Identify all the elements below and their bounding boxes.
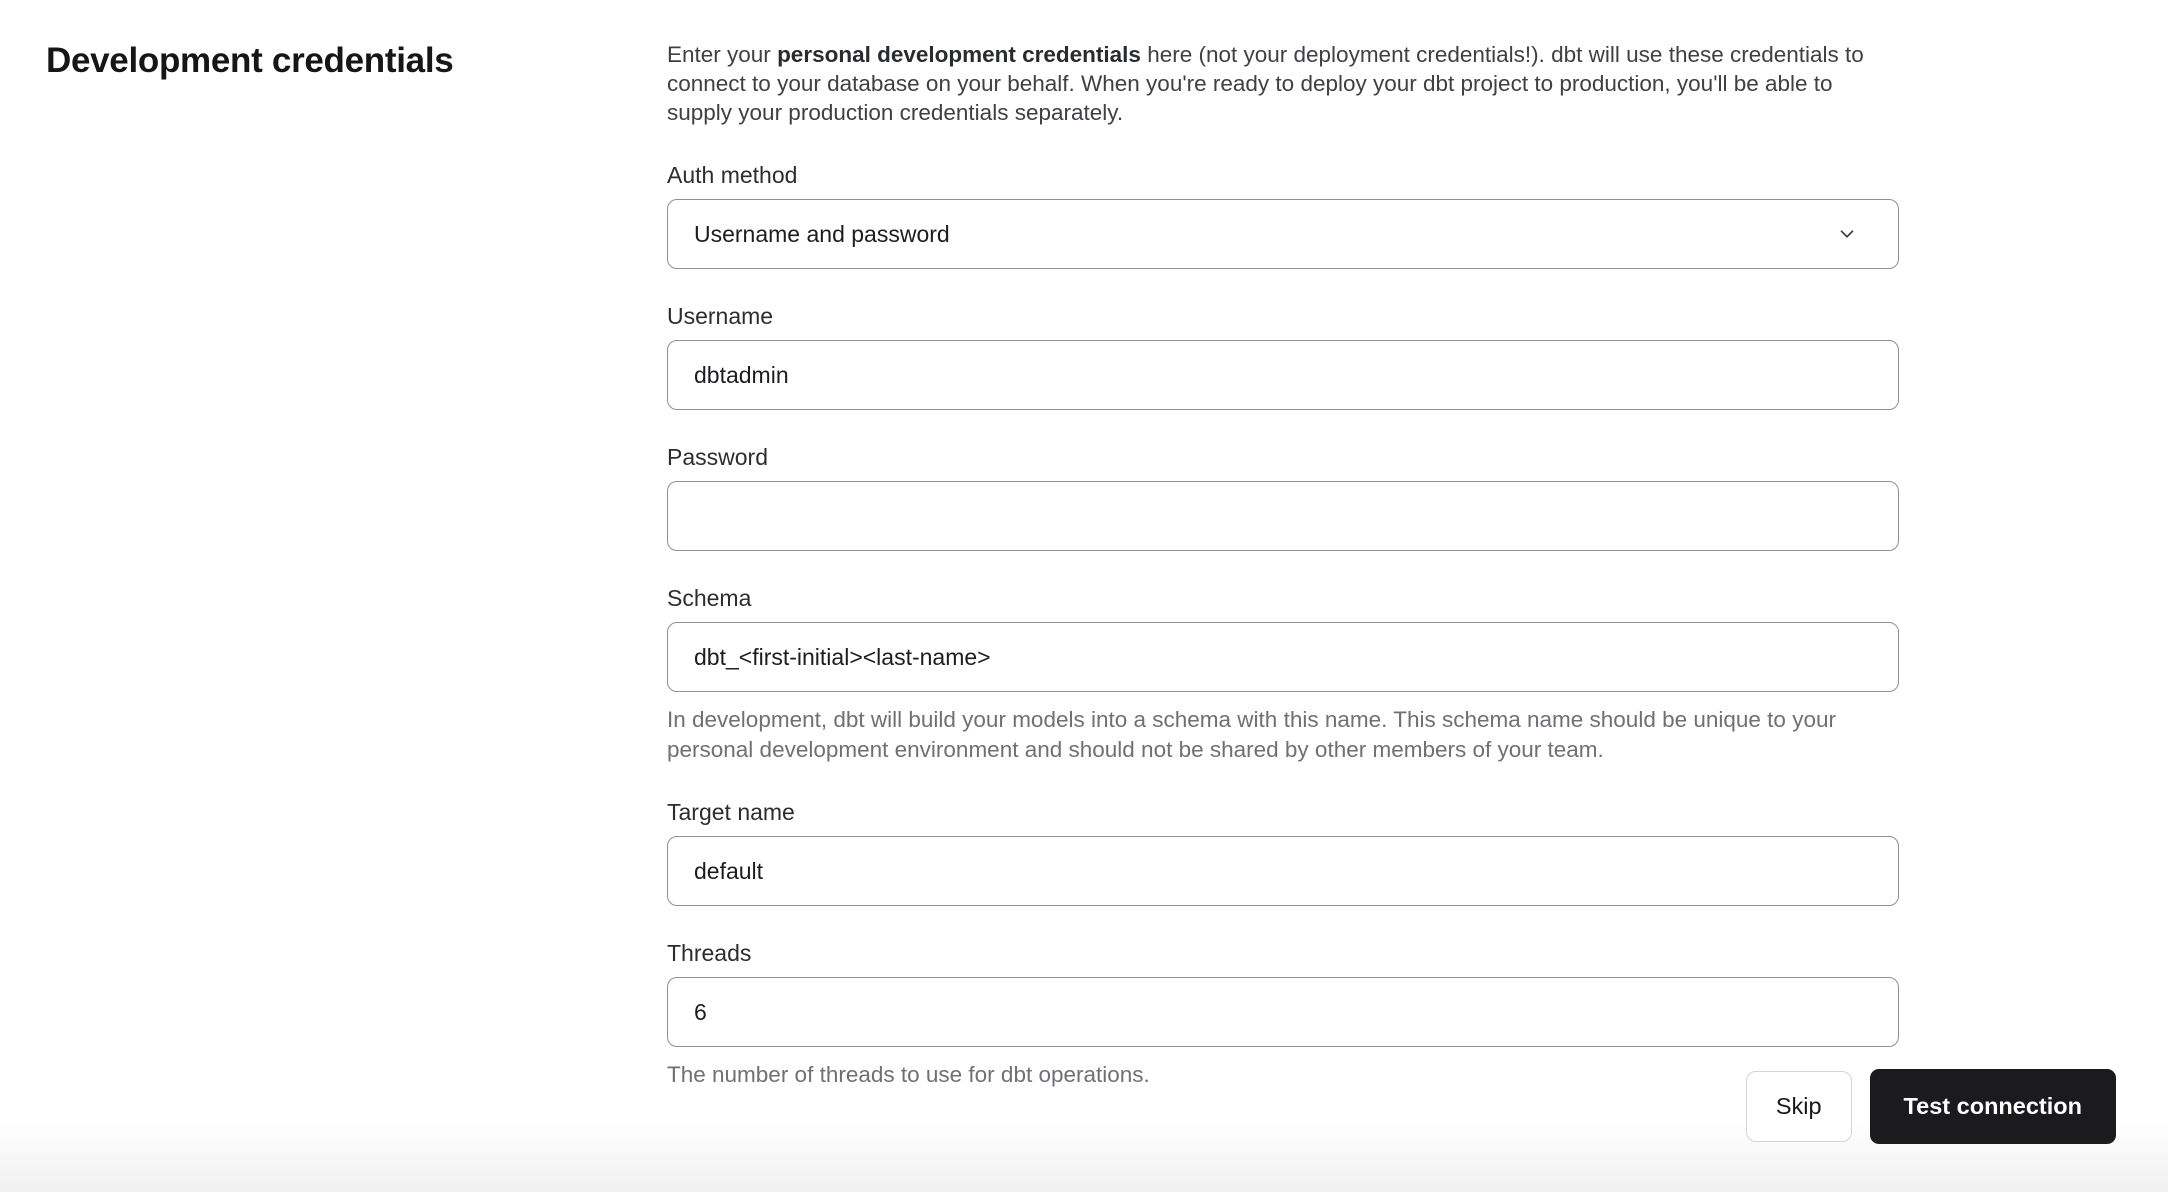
chevron-down-icon	[1836, 223, 1858, 245]
auth-method-selected-value: Username and password	[694, 220, 950, 247]
username-label: Username	[667, 303, 774, 329]
password-field[interactable]	[667, 481, 1899, 551]
password-group	[667, 444, 1899, 551]
password-label: Password	[667, 444, 768, 470]
page-title: Development credentials	[46, 41, 454, 80]
intro-post: here (not your deployment credentials!). dbt will use these credentials to connect to your database on your behalf. When you're ready to deploy your dbt project to production, you'll be able to supply your production credentials separately.	[667, 42, 1864, 125]
schema-helper-text: In development, dbt will build your models into a schema with this name. This schema name should be unique to your personal development environment and should not be shared by other members of your team.	[667, 707, 1836, 762]
intro-text	[667, 40, 1899, 127]
intro-pre: Enter your	[667, 42, 778, 67]
test-connection-button[interactable]: Test connection	[1870, 1069, 2116, 1144]
intro-bold: personal development credentials	[777, 42, 1141, 67]
threads-field[interactable]	[667, 977, 1899, 1047]
threads-label: Threads	[667, 940, 752, 966]
target-name-group	[667, 799, 1899, 906]
credentials-form	[667, 40, 1899, 1090]
threads-helper-text: The number of threads to use for dbt operations.	[667, 1062, 1150, 1087]
title-column	[0, 40, 667, 1090]
auth-method-group	[667, 162, 1899, 269]
username-group	[667, 303, 1899, 410]
schema-field[interactable]	[667, 622, 1899, 692]
target-name-field[interactable]	[667, 836, 1899, 906]
schema-group	[667, 585, 1899, 765]
skip-button[interactable]: Skip	[1746, 1071, 1852, 1142]
threads-group	[667, 940, 1899, 1090]
auth-method-label: Auth method	[667, 162, 798, 188]
auth-method-select[interactable]	[667, 199, 1899, 269]
schema-label: Schema	[667, 585, 752, 611]
target-name-label: Target name	[667, 799, 795, 825]
username-field[interactable]	[667, 340, 1899, 410]
footer-actions	[1746, 1069, 2116, 1144]
